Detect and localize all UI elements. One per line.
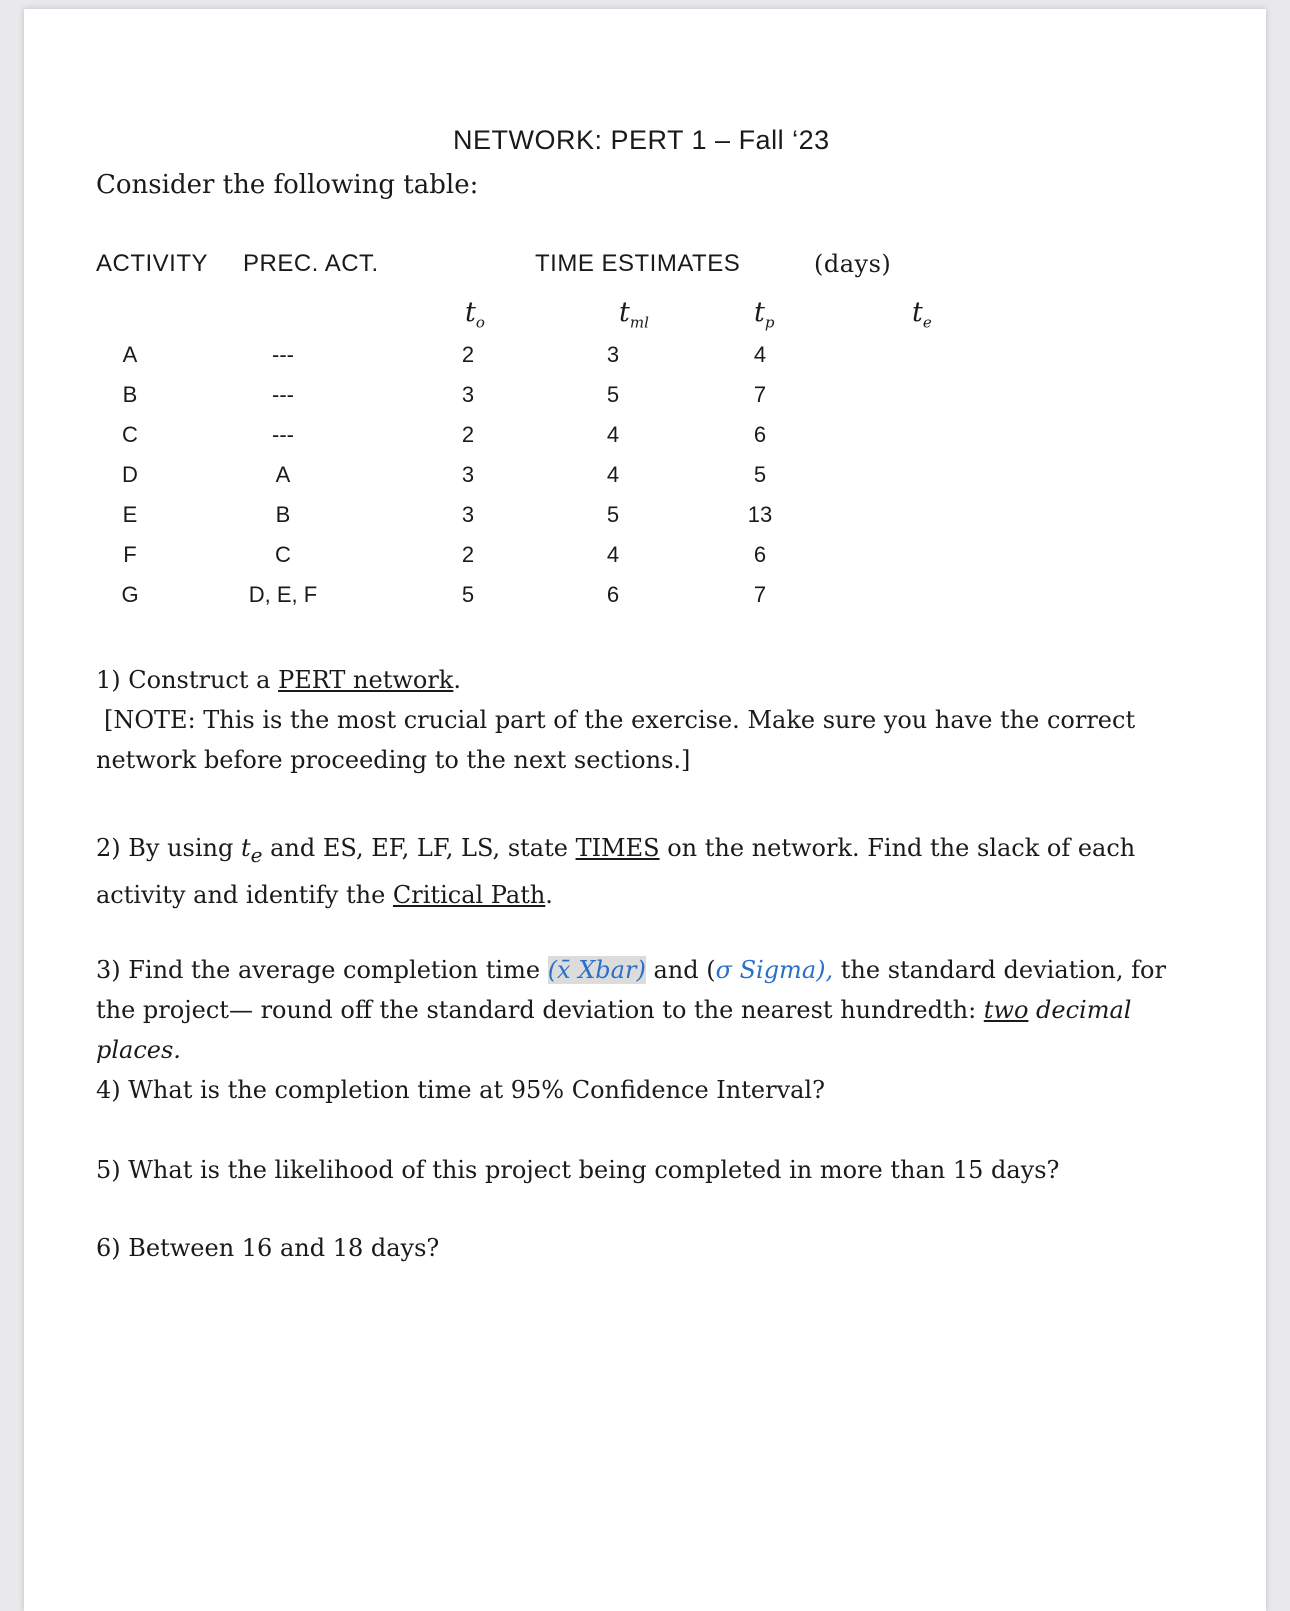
cell-tml: 4 bbox=[606, 462, 620, 487]
question-3: 3) Find the average completion time (x̄ Xbar) and (σ Sigma), the standard deviation, for the project— round off the standard deviation to the nearest hundredth: two decimal places. bbox=[96, 956, 1166, 1064]
cell-to: 2 bbox=[461, 422, 475, 447]
cell-tp: 6 bbox=[753, 422, 767, 447]
cell-tml: 5 bbox=[606, 502, 620, 527]
cell-to: 3 bbox=[461, 502, 475, 527]
cell-to: 3 bbox=[461, 462, 475, 487]
subheader-to: $t_o$ bbox=[465, 297, 485, 332]
cell-tp: 7 bbox=[753, 582, 767, 607]
cell-tml: 3 bbox=[606, 342, 620, 367]
page-title: NETWORK: PERT 1 – Fall ‘23 bbox=[453, 125, 830, 155]
times-underlined: TIMES bbox=[575, 834, 660, 862]
header-time-estimates: TIME ESTIMATES bbox=[535, 250, 741, 277]
question-4: 4) What is the completion time at 95% Confidence Interval? bbox=[96, 1076, 825, 1104]
cell-activity: C bbox=[122, 422, 138, 447]
cell-tp: 4 bbox=[753, 342, 767, 367]
header-days: (days) bbox=[814, 250, 892, 278]
subheader-tml: $t_{ml}$ bbox=[619, 297, 649, 332]
question-1-note: [NOTE: This is the most crucial part of the exercise. Make sure you have the correct network before proceeding to the next sections.] bbox=[96, 706, 1136, 774]
cell-activity: D bbox=[122, 462, 138, 487]
question-2: 2) By using $t_e$ and ES, EF, LF, LS, state TIMES on the network. Find the slack of each activity and identify the Critical Path. bbox=[96, 834, 1136, 909]
cell-tp: 13 bbox=[747, 502, 773, 527]
cell-to: 5 bbox=[461, 582, 475, 607]
pert-network-underlined: PERT network bbox=[278, 666, 454, 694]
cell-activity: F bbox=[123, 542, 137, 567]
cell-activity: G bbox=[121, 582, 139, 607]
cell-tp: 7 bbox=[753, 382, 767, 407]
subheader-tp: $t_p$ bbox=[754, 297, 775, 332]
cell-prec: --- bbox=[272, 342, 294, 367]
cell-prec: D, E, F bbox=[248, 582, 318, 607]
cell-to: 2 bbox=[461, 342, 475, 367]
question-1: 1) Construct a PERT network. [NOTE: This is the most crucial part of the exercise. Make sure you have the correct network before proceeding to the next sections.] bbox=[96, 666, 1136, 774]
xbar-symbol: (x̄ Xbar) bbox=[547, 956, 646, 984]
question-6: 6) Between 16 and 18 days? bbox=[96, 1234, 440, 1262]
cell-activity: E bbox=[122, 502, 138, 527]
critical-path-underlined: Critical Path bbox=[392, 880, 546, 909]
cell-activity: A bbox=[122, 342, 138, 367]
header-activity: ACTIVITY bbox=[96, 250, 209, 277]
cell-tml: 5 bbox=[606, 382, 620, 407]
header-prec: PREC. ACT. bbox=[243, 250, 379, 277]
cell-tp: 5 bbox=[753, 462, 767, 487]
cell-tml: 6 bbox=[606, 582, 620, 607]
cell-prec: C bbox=[275, 542, 291, 567]
cell-activity: B bbox=[122, 382, 138, 407]
sigma-symbol: σ Sigma), bbox=[715, 956, 834, 984]
cell-tp: 6 bbox=[753, 542, 767, 567]
cell-to: 3 bbox=[461, 382, 475, 407]
cell-prec: B bbox=[275, 502, 291, 527]
cell-prec: --- bbox=[272, 382, 294, 407]
cell-tml: 4 bbox=[606, 422, 620, 447]
intro-text: Consider the following table: bbox=[96, 170, 479, 200]
cell-prec: A bbox=[275, 462, 291, 487]
cell-prec: --- bbox=[272, 422, 294, 447]
cell-tml: 4 bbox=[606, 542, 620, 567]
subheader-te: $t_e$ bbox=[912, 297, 932, 332]
cell-to: 2 bbox=[461, 542, 475, 567]
question-5: 5) What is the likelihood of this project being completed in more than 15 days? bbox=[96, 1156, 1060, 1184]
